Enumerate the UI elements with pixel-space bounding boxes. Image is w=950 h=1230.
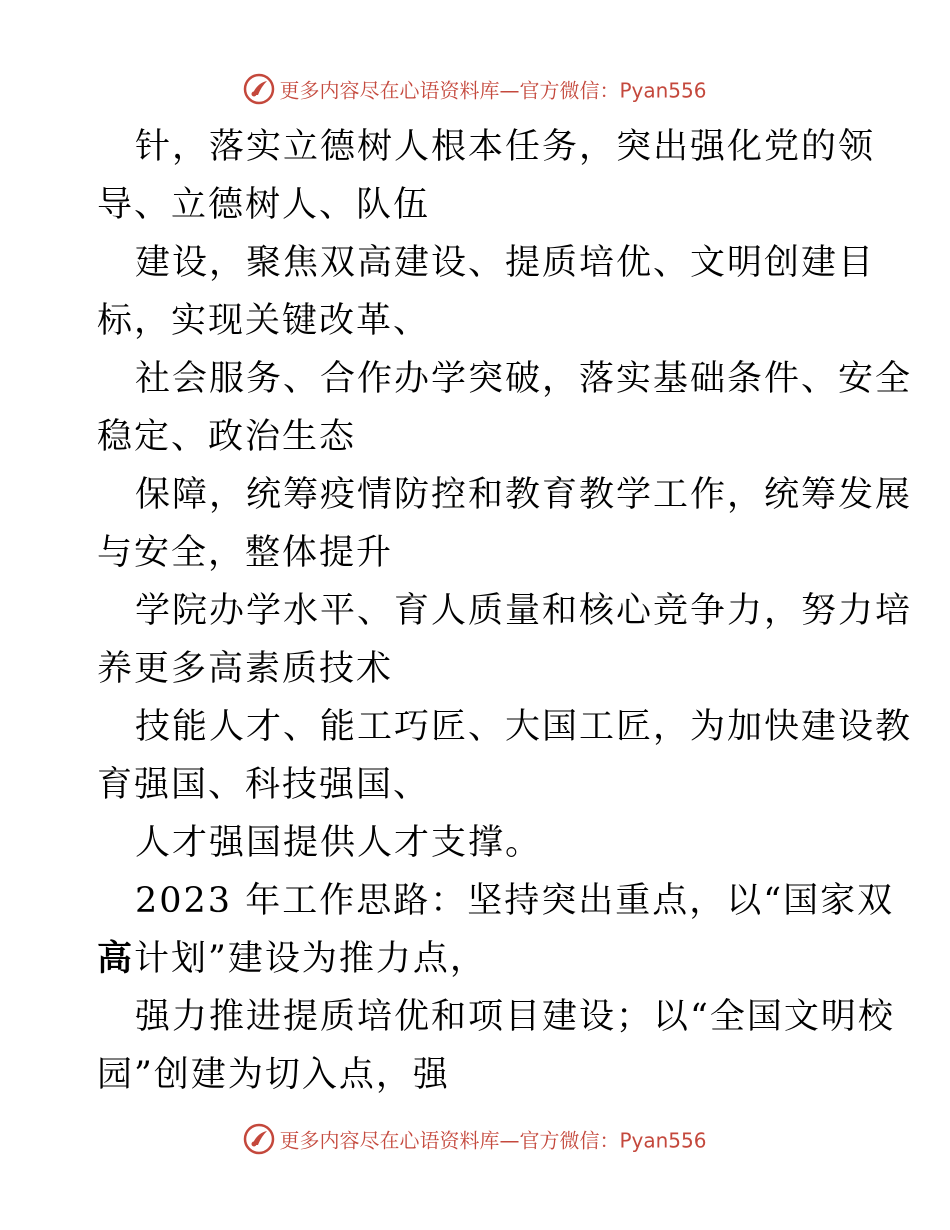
paragraph-text: 计划”建设为推力点，	[134, 939, 487, 979]
paragraph-line: 强力推进提质培优和项目建设；以“全国文明校	[135, 997, 895, 1037]
header-watermark	[0, 74, 950, 107]
paragraph-line: 与安全，整体提升	[97, 533, 394, 573]
paragraph-line: 人才强国提供人才支撑。	[135, 823, 543, 863]
paragraph-line: 园”创建为切入点，强	[97, 1055, 450, 1095]
paragraph-line: 导、立德树人、队伍	[97, 185, 431, 225]
paragraph-line: 建设，聚焦双高建设、提质培优、文明创建目	[135, 243, 876, 283]
footer-watermark	[0, 1124, 950, 1157]
paragraph-line: 针，落实立德树人根本任务，突出强化党的领	[135, 127, 876, 167]
ink-brush-logo-icon	[243, 1123, 275, 1155]
paragraph-line: 2023 年工作思路：坚持突出重点，以“国家双	[135, 881, 895, 921]
paragraph-line: 技能人才、能工巧匠、大国工匠，为加快建设教	[135, 707, 913, 747]
bold-character: 高	[97, 939, 135, 979]
document-body	[97, 118, 913, 1104]
paragraph-line	[97, 930, 857, 988]
paragraph-line: 保障，统筹疫情防控和教育教学工作，统筹发展	[135, 475, 913, 515]
paragraph-line: 学院办学水平、育人质量和核心竞争力，努力培	[135, 591, 913, 631]
ink-brush-logo-icon	[243, 73, 275, 105]
watermark-text: 更多内容尽在心语资料库—官方微信：Pyan556	[279, 1128, 707, 1153]
watermark-text: 更多内容尽在心语资料库—官方微信：Pyan556	[279, 78, 707, 103]
paragraph-line: 稳定、政治生态	[97, 417, 357, 457]
paragraph-line: 标，实现关键改革、	[97, 301, 431, 341]
paragraph-line: 养更多高素质技术	[97, 649, 394, 689]
paragraph-line: 社会服务、合作办学突破，落实基础条件、安全	[135, 359, 913, 399]
paragraph-line: 育强国、科技强国、	[97, 765, 431, 805]
